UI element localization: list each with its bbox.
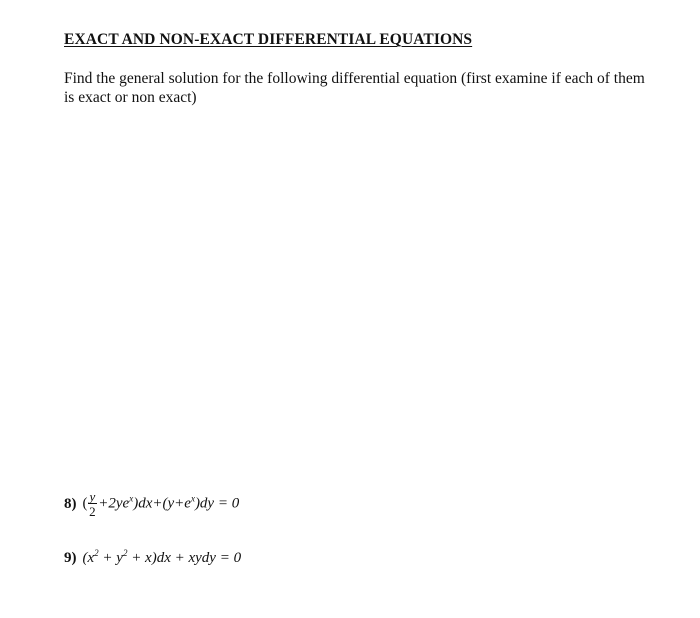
equation-8 <box>83 490 240 518</box>
exponent: x <box>129 493 134 504</box>
fraction-denominator: 2 <box>89 504 96 519</box>
problem-8 <box>64 490 239 518</box>
equation-part: +2ye <box>98 495 130 512</box>
fraction-y-over-2 <box>88 490 98 518</box>
instructions-text: Find the general solution for the following differential equation (first examine if each of them is exact or non exact) <box>64 70 645 106</box>
equation-part: + y <box>98 550 123 566</box>
exponent: 2 <box>122 548 128 558</box>
problem-number: 8) <box>64 495 77 512</box>
exponent: x <box>190 493 195 504</box>
equation-part: )dx+(y+e <box>133 495 191 512</box>
open-paren: ( <box>82 495 88 512</box>
equation-part: (x <box>82 550 95 566</box>
problem-9 <box>64 550 241 567</box>
equation-part: + x)dx + xydy = 0 <box>127 550 242 566</box>
page-title: EXACT AND NON-EXACT DIFFERENTIAL EQUATIONS <box>64 31 473 48</box>
fraction-numerator: y <box>89 489 96 504</box>
equation-part: )dy = 0 <box>194 495 240 512</box>
equation-9 <box>83 550 242 567</box>
exponent: 2 <box>94 548 99 558</box>
problem-number: 9) <box>64 550 77 566</box>
